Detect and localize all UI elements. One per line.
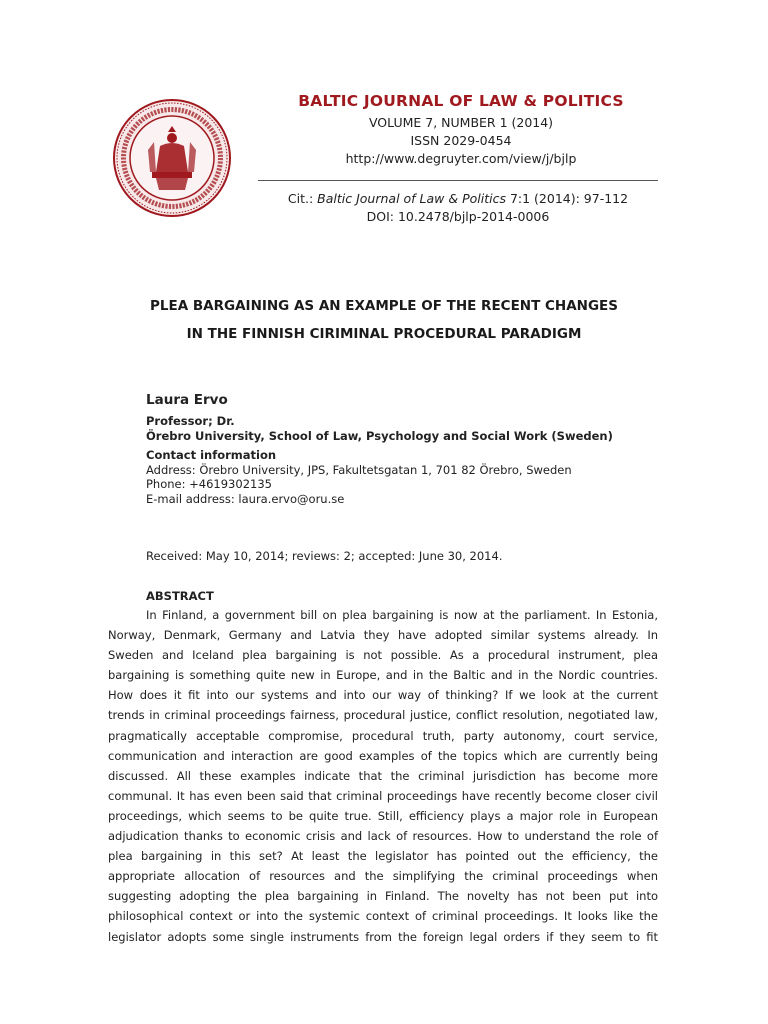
abstract-line: In Finland, a government bill on plea bargaining is now at the parliament. In Estonia, xyxy=(146,608,658,622)
citation-line xyxy=(258,190,658,208)
paper-title-line-2: IN THE FINNISH CIRIMINAL PROCEDURAL PARADIGM xyxy=(186,326,582,342)
abstract-line: legislator adopts some single instruments from the foreign legal orders if they seem to fit xyxy=(108,929,658,944)
abstract-line: communication and interaction are good examples of the topics which are currently being xyxy=(108,748,658,763)
citation-prefix: Cit.: xyxy=(287,191,318,206)
abstract-line: philosophical context or into the systemic context of criminal proceedings. It looks like the xyxy=(108,909,658,924)
author-position: Professor; Dr. xyxy=(146,414,235,428)
doi: DOI: 10.2478/bjlp-2014-0006 xyxy=(366,209,550,224)
author-details xyxy=(146,414,706,506)
journal-url[interactable]: http://www.degruyter.com/view/j/bjlp xyxy=(345,151,577,166)
abstract-line: trends in criminal proceedings fairness, procedural justice, conflict resolution, negotiated law, xyxy=(108,708,658,723)
citation-block xyxy=(258,190,658,226)
abstract-body xyxy=(108,605,658,947)
journal-issn: ISSN 2029-0454 xyxy=(410,133,512,148)
abstract-line: suggesting adopting the plea bargaining in Finland. The novelty has not been put into xyxy=(108,889,658,904)
journal-header xyxy=(258,92,658,168)
header-divider xyxy=(258,180,658,181)
contact-heading: Contact information xyxy=(146,448,277,462)
abstract-line: discussed. All these examples indicate that the criminal jurisdiction has become more xyxy=(108,768,658,783)
abstract-line: appropriate allocation of resources and the simplifying the criminal proceedings when xyxy=(108,869,658,884)
paper-title xyxy=(80,292,688,348)
contact-email[interactable]: E-mail address: laura.ervo@oru.se xyxy=(146,491,345,506)
abstract-line: proceedings, which seems to be quite true. Still, efficiency plays a major role in European xyxy=(108,808,658,823)
abstract-line: adjudication thanks to economic crisis and lack of resources. How to understand the role of xyxy=(108,829,658,844)
abstract-line: How does it fit into our systems and into our way of thinking? If we look at the current xyxy=(108,688,658,703)
journal-seal-logo xyxy=(112,98,232,218)
abstract-line: plea bargaining in this set? At least the legislator has pointed out the efficiency, the xyxy=(108,849,658,864)
abstract-line: pragmatically acceptable compromise, procedural truth, party autonomy, court service, xyxy=(108,728,658,743)
citation-journal: Baltic Journal of Law & Politics xyxy=(317,191,506,206)
paper-title-line-1: PLEA BARGAINING AS AN EXAMPLE OF THE RECENT CHANGES xyxy=(150,298,618,314)
journal-volume: VOLUME 7, NUMBER 1 (2014) xyxy=(368,115,554,130)
abstract-line: Sweden and Iceland plea bargaining is not possible. As a procedural instrument, plea xyxy=(108,648,658,663)
citation-details: 7:1 (2014): 97-112 xyxy=(505,191,629,206)
contact-address: Address: Örebro University, JPS, Fakultetsgatan 1, 701 82 Örebro, Sweden xyxy=(146,462,572,477)
journal-title: BALTIC JOURNAL OF LAW & POLITICS xyxy=(298,92,624,110)
contact-phone: Phone: +4619302135 xyxy=(146,477,272,491)
author-name: Laura Ervo xyxy=(146,392,228,408)
received-dates: Received: May 10, 2014; reviews: 2; accepted: June 30, 2014. xyxy=(146,549,503,563)
abstract-line: bargaining is something quite new in Europe, and in the Baltic and in the Nordic countries. xyxy=(108,668,658,683)
abstract-heading: ABSTRACT xyxy=(146,589,214,603)
abstract-line: Norway, Denmark, Germany and Latvia they have adopted similar systems already. In xyxy=(108,628,658,643)
author-affiliation: Örebro University, School of Law, Psychology and Social Work (Sweden) xyxy=(146,428,613,443)
abstract-line: communal. It has even been said that criminal proceedings have recently become closer civil xyxy=(108,788,658,803)
